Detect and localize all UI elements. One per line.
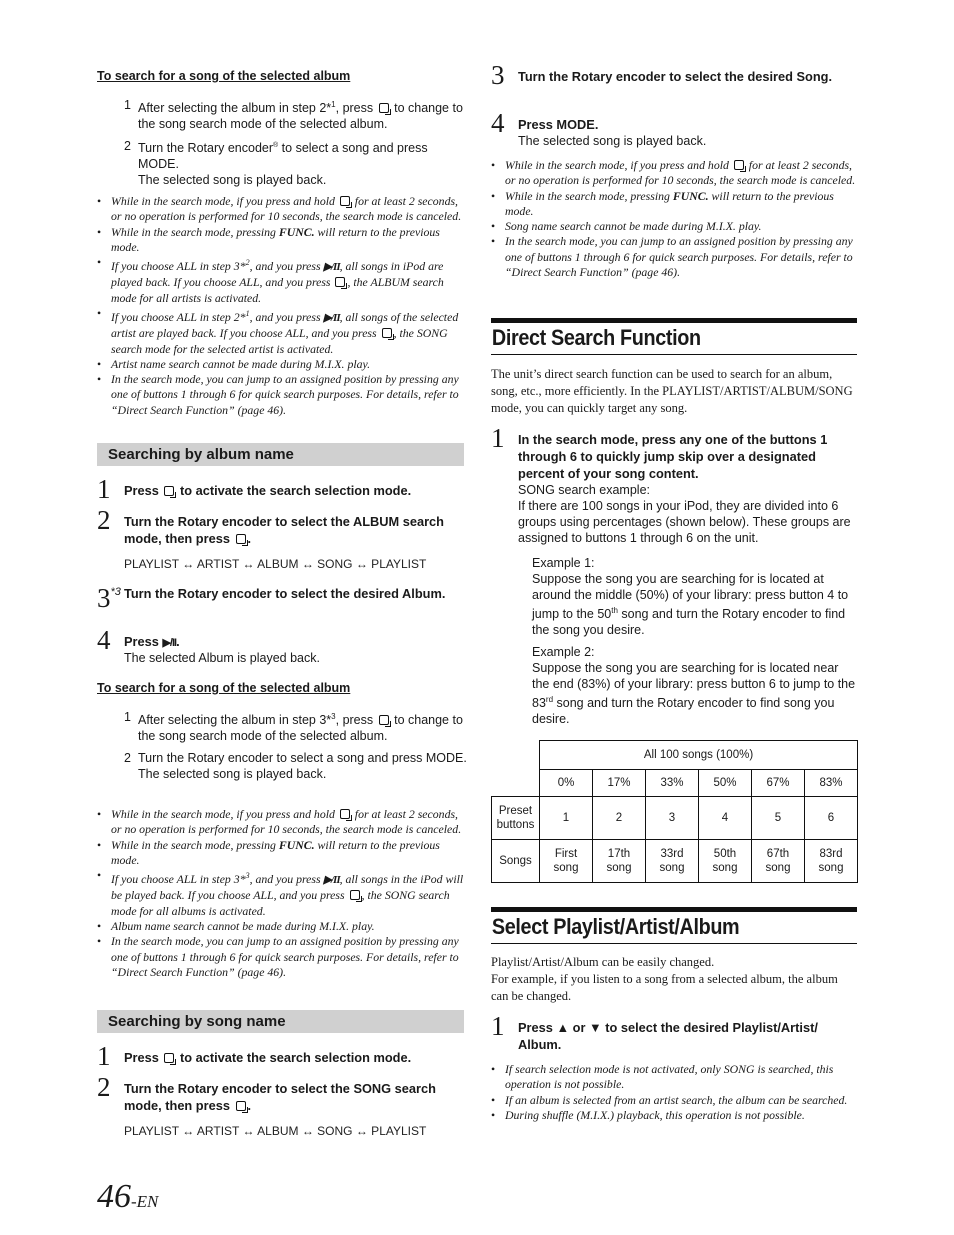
step-number: 1	[97, 1041, 111, 1071]
direct-intro: The unit’s direct search function can be used to search for an album, song, etc., more efficiently. In the PLAYLIST/ARTIST/ALBUM/SONG mode, you can quickly target any song.	[491, 367, 853, 415]
note-item: • If you choose ALL in step 3*$^3$, and you press ▶/II, all songs in the iPod will be played back. If you choose ALL, and you press , the SONG search mode for all albums is activated.	[97, 868, 464, 919]
table-cell: 1	[540, 797, 593, 840]
menu-icon	[236, 534, 246, 544]
note-item: • While in the search mode, if you press and hold for at least 2 seconds, or no operation is performed for 10 seconds, the search mode is canceled.	[97, 194, 464, 225]
step-text: Turn the Rotary encoder to select the desired Album.	[124, 586, 446, 601]
section-heading-album: Searching by album name	[97, 443, 464, 466]
menu-icon	[734, 160, 744, 170]
step-result: The selected Album is played back.	[124, 651, 320, 665]
example-2-label: Example 2:	[532, 645, 595, 659]
note-item: • During shuffle (M.I.X.) playback, this operation is not possible.	[491, 1108, 857, 1123]
table-cell: 17%	[593, 770, 646, 797]
song-example-text: If there are 100 songs in your iPod, they are divided into 6 groups using percentages (shown below). These groups are assigned to buttons 1 through 6 on the unit.	[518, 499, 851, 545]
play-pause-icon: ▶/II	[323, 311, 340, 324]
table-row	[492, 797, 858, 840]
note-item: • While in the search mode, pressing FUNC. will return to the previous mode.	[491, 189, 857, 220]
note-item: • In the search mode, you can jump to an assigned position by pressing any one of buttons 1 through 6 for quick search purposes. For details, refer to “Direct Search Function” (page 46).	[97, 372, 464, 418]
down-arrow-icon: ▼	[589, 1020, 602, 1035]
note-item: • In the search mode, you can jump to an assigned position by pressing any one of buttons 1 through 6 for quick search purposes. For details, refer to “Direct Search Function” (page 46).	[491, 234, 857, 280]
step-number: 1	[491, 423, 505, 453]
note-item: • If you choose ALL in step 3*$^2$, and you press ▶/II, all songs in iPod are played back. If you choose ALL, and you press , the ALBUM search mode for all artists is activated.	[97, 255, 464, 306]
table-cell: First song	[540, 840, 593, 883]
table-row	[492, 770, 858, 797]
step-text: Press to activate the search selection mode.	[124, 1050, 412, 1065]
step-result: The selected song is played back.	[518, 134, 707, 148]
table-cell: 33%	[646, 770, 699, 797]
up-arrow-icon: ▲	[556, 1020, 570, 1035]
notes-list-4	[491, 1062, 857, 1123]
note-item: • Album name search cannot be made during M.I.X. play.	[97, 919, 464, 934]
heading-select-playlist: Select Playlist/Artist/Album	[491, 907, 857, 944]
table-cell: 33rd song	[646, 840, 699, 883]
step-number: 3$^{*3}$	[97, 583, 121, 613]
list-item: 2 Turn the Rotary encoder® to select a song and press MODE. The selected song is played back.	[124, 139, 428, 188]
table-cell: 67%	[752, 770, 805, 797]
page-number: 46-EN	[97, 1178, 159, 1215]
list-item: 1 After selecting the album in step 3*$^3$, press to change to the song search mode of the selected album.	[124, 710, 463, 744]
step-text: Press MODE.	[518, 117, 599, 132]
example-1-label: Example 1:	[532, 556, 595, 570]
note-item: • While in the search mode, pressing FUNC. will return to the previous mode.	[97, 225, 464, 256]
heading-direct-search: Direct Search Function	[491, 318, 857, 355]
subheading-song-of-album: To search for a song of the selected album	[97, 69, 351, 83]
play-pause-icon: ▶/II	[323, 874, 340, 887]
table-cell: 50th song	[699, 840, 752, 883]
table-cell: 5	[752, 797, 805, 840]
note-item: • While in the search mode, pressing FUNC. will return to the previous mode.	[97, 838, 464, 869]
note-item: • Song name search cannot be made during M.I.X. play.	[491, 219, 857, 234]
example-2-text: Suppose the song you are searching for is located near the end (83%) of your library: press button 6 to jump to the 83rd song and turn the Rotary encoder to find song you desire.	[532, 661, 856, 727]
table-cell: 0%	[540, 770, 593, 797]
step-text: Press ▲ or ▼ to select the desired Playlist/Artist/ Album.	[518, 1020, 818, 1052]
step-text: Turn the Rotary encoder to select the desired Song.	[518, 69, 833, 84]
list-item: 2 Turn the Rotary encoder to select a song and press MODE. The selected song is played back.	[124, 751, 467, 781]
menu-icon	[164, 486, 174, 496]
table-cell: 50%	[699, 770, 752, 797]
menu-icon	[340, 196, 350, 206]
list-item: 1 After selecting the album in step 2*$^1$, press to change to the song search mode of the selected album.	[124, 97, 469, 131]
step-number: 2	[97, 1072, 111, 1102]
select-intro-1: Playlist/Artist/Album can be easily changed.	[491, 955, 715, 969]
table-row	[492, 840, 858, 883]
notes-list-2	[97, 807, 464, 980]
note-item: • In the search mode, you can jump to an assigned position by pressing any one of buttons 1 through 6 for quick search purposes. For details, refer to “Direct Search Function” (page 46).	[97, 934, 464, 980]
step-text: Turn the Rotary encoder to select the ALBUM search mode, then press .	[124, 514, 444, 546]
mode-sequence: PLAYLIST ↔ ARTIST ↔ ALBUM ↔ SONG ↔ PLAYLIST	[124, 1124, 427, 1138]
step-text: Press to activate the search selection mode.	[124, 483, 412, 498]
step-number: 2	[97, 505, 111, 535]
menu-icon	[382, 328, 392, 338]
note-item: • While in the search mode, if you press and hold for at least 2 seconds, or no operation is performed for 10 seconds, the search mode is canceled.	[97, 807, 464, 838]
step-number: 1	[491, 1011, 505, 1041]
menu-icon	[236, 1101, 246, 1111]
menu-icon	[340, 809, 350, 819]
play-pause-icon: ▶/II	[162, 637, 177, 649]
menu-icon	[164, 1053, 174, 1063]
menu-icon	[379, 103, 389, 113]
note-item: • Artist name search cannot be made during M.I.X. play.	[97, 357, 464, 372]
row-label: Preset buttons	[492, 797, 540, 840]
play-pause-icon: ▶/II	[323, 261, 340, 274]
table-cell: 3	[646, 797, 699, 840]
example-1-text: Suppose the song you are searching for is located at around the middle (50%) of your library: press button 4 to jump to the 50th song and turn the Rotary encoder to find the song you desire.	[532, 572, 849, 638]
step-text: Turn the Rotary encoder to select the SONG search mode, then press .	[124, 1081, 436, 1113]
row-label: Songs	[492, 840, 540, 883]
note-item: • While in the search mode, if you press and hold for at least 2 seconds, or no operation is performed for 10 seconds, the search mode is canceled.	[491, 158, 857, 189]
menu-icon	[350, 890, 360, 900]
notes-list-3	[491, 158, 857, 280]
table-cell: 83%	[805, 770, 858, 797]
note-item: • If you choose ALL in step 2*$^1$, and you press ▶/II, all songs of the selected artist are played back. If you choose ALL, and you press , the SONG search mode for the selected artist is activated.	[97, 306, 464, 357]
select-intro-2: For example, if you listen to a song from a selected album, the album can be changed.	[491, 972, 838, 1003]
table-cell: 4	[699, 797, 752, 840]
step-text: Press ▶/II.	[124, 634, 180, 649]
step-number: 1	[97, 474, 111, 504]
step-text: In the search mode, press any one of the buttons 1 through 6 to quickly jump skip over a designated percent of your song content.	[518, 432, 828, 481]
list-item-text: After selecting the album in step 2*$^1$, press to change to the song search mode of the selected album.	[138, 100, 463, 132]
notes-list-1	[97, 194, 464, 418]
menu-icon	[379, 715, 389, 725]
table-header: All 100 songs (100%)	[540, 741, 858, 770]
table-cell: 67th song	[752, 840, 805, 883]
step-number: 4	[491, 108, 505, 138]
note-item: • If search selection mode is not activated, only SONG is searched, this operation is not possible.	[491, 1062, 857, 1093]
menu-icon	[335, 277, 345, 287]
mode-sequence: PLAYLIST ↔ ARTIST ↔ ALBUM ↔ SONG ↔ PLAYLIST	[124, 557, 427, 571]
subheading-song-of-album: To search for a song of the selected album	[97, 681, 351, 695]
table-cell: 17th song	[593, 840, 646, 883]
table-cell: 2	[593, 797, 646, 840]
table-cell: 6	[805, 797, 858, 840]
table-cell: 83rd song	[805, 840, 858, 883]
step-number: 3	[491, 60, 505, 90]
direct-search-table	[491, 740, 858, 883]
song-example-label: SONG search example:	[518, 483, 650, 497]
step-number: 4	[97, 625, 111, 655]
note-item: • If an album is selected from an artist search, the album can be searched.	[491, 1093, 857, 1108]
section-heading-song: Searching by song name	[97, 1010, 464, 1033]
